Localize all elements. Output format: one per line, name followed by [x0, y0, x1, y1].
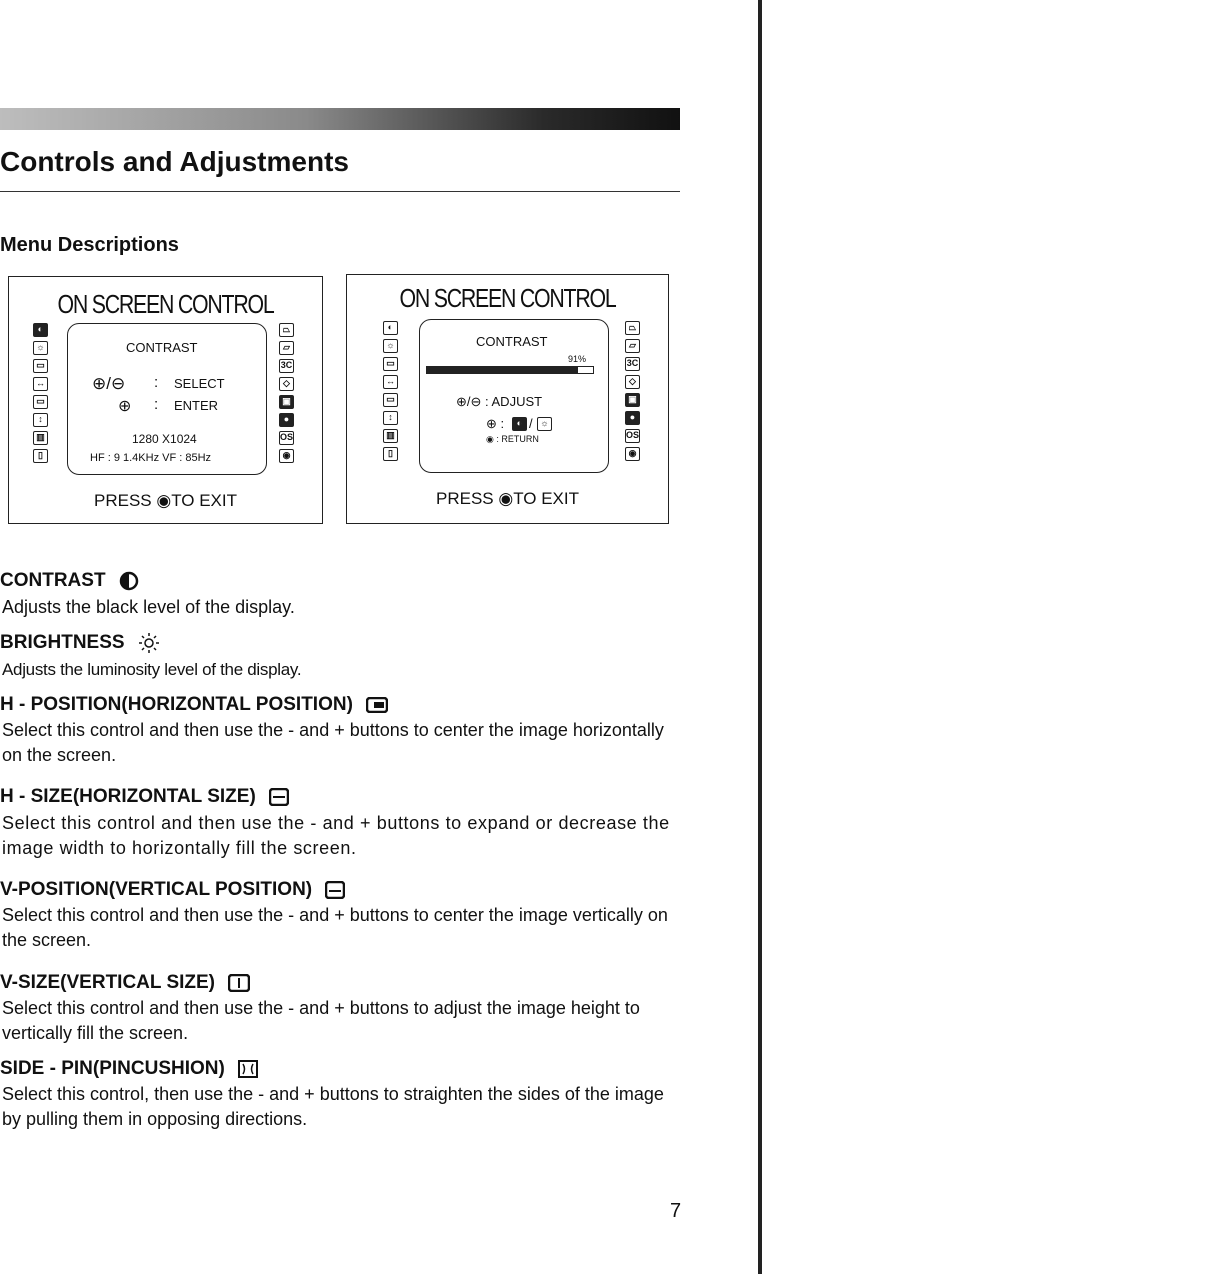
pincushion-icon: ▯ [33, 449, 48, 463]
v-position-icon: ▭ [383, 393, 398, 407]
rotation-icon: ◇ [625, 375, 640, 389]
pincushion-description: Select this control, then use the - and + buttons to straighten the sides of the image by pulling them in opposing directions. [2, 1084, 664, 1129]
brightness-icon: ☼ [383, 339, 398, 353]
rotation-icon: ◇ [279, 377, 294, 391]
page-edge-line [758, 0, 762, 1274]
adjust-hint: ⊕/⊖ : ADJUST [456, 394, 543, 409]
h-size-icon [269, 788, 289, 806]
resolution-text: 1280 X1024 [132, 432, 197, 446]
v-position-description: Select this control and then use the - and + buttons to center the image vertically on the screen. [2, 905, 668, 950]
h-size-icon: ↔ [33, 377, 48, 391]
contrast-icon: ◐ [512, 417, 527, 431]
color-icon: ● [279, 413, 294, 427]
brightness-icon: ☼ [537, 417, 552, 431]
enter-key: ⊕ [118, 398, 132, 415]
osd-item-label: CONTRAST [126, 340, 198, 355]
frequency-text: HF : 9 1.4KHz VF : 85Hz [90, 452, 212, 464]
recall-icon: ◉ [625, 447, 640, 461]
brightness-icon: ☼ [33, 341, 48, 355]
brightness-heading: BRIGHTNESS [0, 632, 160, 654]
h-position-heading: H - POSITION(HORIZONTAL POSITION) [0, 694, 388, 716]
select-label: SELECT [174, 376, 225, 391]
v-size-description: Select this control and then use the - and + buttons to adjust the image height to vertically fill the screen. [2, 998, 640, 1043]
osd-left-icon-column [383, 321, 398, 461]
v-position-heading: V-POSITION(VERTICAL POSITION) [0, 879, 345, 901]
v-size-heading: V-SIZE(VERTICAL SIZE) [0, 972, 250, 994]
level-bar [426, 366, 594, 374]
h-position-icon: ▭ [383, 357, 398, 371]
osd-panel-main [8, 276, 323, 524]
page-number: 7 [670, 1200, 682, 1222]
contrast-description: Adjusts the black level of the display. [2, 597, 295, 617]
degauss-icon: ▣ [625, 393, 640, 407]
h-position-icon [366, 697, 388, 713]
color-icon: ● [625, 411, 640, 425]
pincushion-icon [238, 1060, 258, 1078]
recall-icon: ◉ [279, 449, 294, 463]
contrast-icon [119, 571, 139, 591]
osd-info-box [67, 323, 267, 475]
tilt-icon: ▥ [383, 429, 398, 443]
enter-sep: : [154, 396, 159, 413]
osd-right-icon-column [279, 323, 294, 463]
osd-title: ON SCREEN CONTROL [57, 289, 274, 319]
h-size-description: Select this control and then use the - and + buttons to expand or decrease the image width to horizontally fill the screen. [2, 813, 670, 858]
level-percent: 91% [568, 354, 587, 364]
title-rule [0, 191, 680, 192]
h-size-heading: H - SIZE(HORIZONTAL SIZE) [0, 786, 289, 808]
contrast-icon: ◐ [383, 321, 398, 335]
color-temp-icon: 3C [625, 357, 640, 371]
trapezoid-icon: ⏢ [625, 321, 640, 335]
degauss-icon: ▣ [279, 395, 294, 409]
color-temp-icon: 3C [279, 359, 294, 373]
enter-hint: ⊕ : [486, 416, 505, 431]
page-title: Controls and Adjustments [0, 146, 349, 177]
select-sep: : [154, 374, 159, 391]
osd-item-label: CONTRAST [476, 334, 548, 349]
enter-label: ENTER [174, 398, 219, 413]
parallelogram-icon: ▱ [625, 339, 640, 353]
exit-hint: PRESS ◉TO EXIT [436, 489, 579, 508]
brightness-description: Adjusts the luminosity level of the display. [2, 660, 302, 679]
level-bar-fill [427, 367, 578, 373]
osd-title: ON SCREEN CONTROL [399, 283, 616, 313]
osd-panel-adjust [346, 274, 669, 524]
brightness-icon [138, 632, 160, 654]
h-position-description: Select this control and then use the - and + buttons to center the image horizontally on the screen. [2, 720, 664, 765]
exit-hint: PRESS ◉TO EXIT [94, 491, 237, 510]
v-size-icon: ↕ [383, 411, 398, 425]
osd-icon: OS [625, 429, 640, 443]
contrast-icon: ◐ [33, 323, 48, 337]
select-keys: ⊕/⊖ [92, 374, 126, 393]
osd-adjust-box [419, 319, 609, 473]
h-position-icon: ▭ [33, 359, 48, 373]
osd-icon: OS [279, 431, 294, 445]
v-position-icon [325, 881, 345, 899]
parallelogram-icon: ▱ [279, 341, 294, 355]
section-subtitle: Menu Descriptions [0, 234, 179, 256]
v-position-icon: ▭ [33, 395, 48, 409]
v-size-icon [228, 974, 250, 992]
trapezoid-icon: ⏢ [279, 323, 294, 337]
pincushion-heading: SIDE - PIN(PINCUSHION) [0, 1058, 258, 1080]
osd-left-icon-column [33, 323, 48, 463]
contrast-heading: CONTRAST [0, 570, 139, 592]
pincushion-icon: ▯ [383, 447, 398, 461]
header-bar [0, 108, 680, 130]
v-size-icon: ↕ [33, 413, 48, 427]
return-hint: ◉ : RETURN [486, 434, 539, 444]
slash: / [529, 416, 533, 431]
h-size-icon: ↔ [383, 375, 398, 389]
osd-right-icon-column [625, 321, 640, 461]
tilt-icon: ▥ [33, 431, 48, 445]
